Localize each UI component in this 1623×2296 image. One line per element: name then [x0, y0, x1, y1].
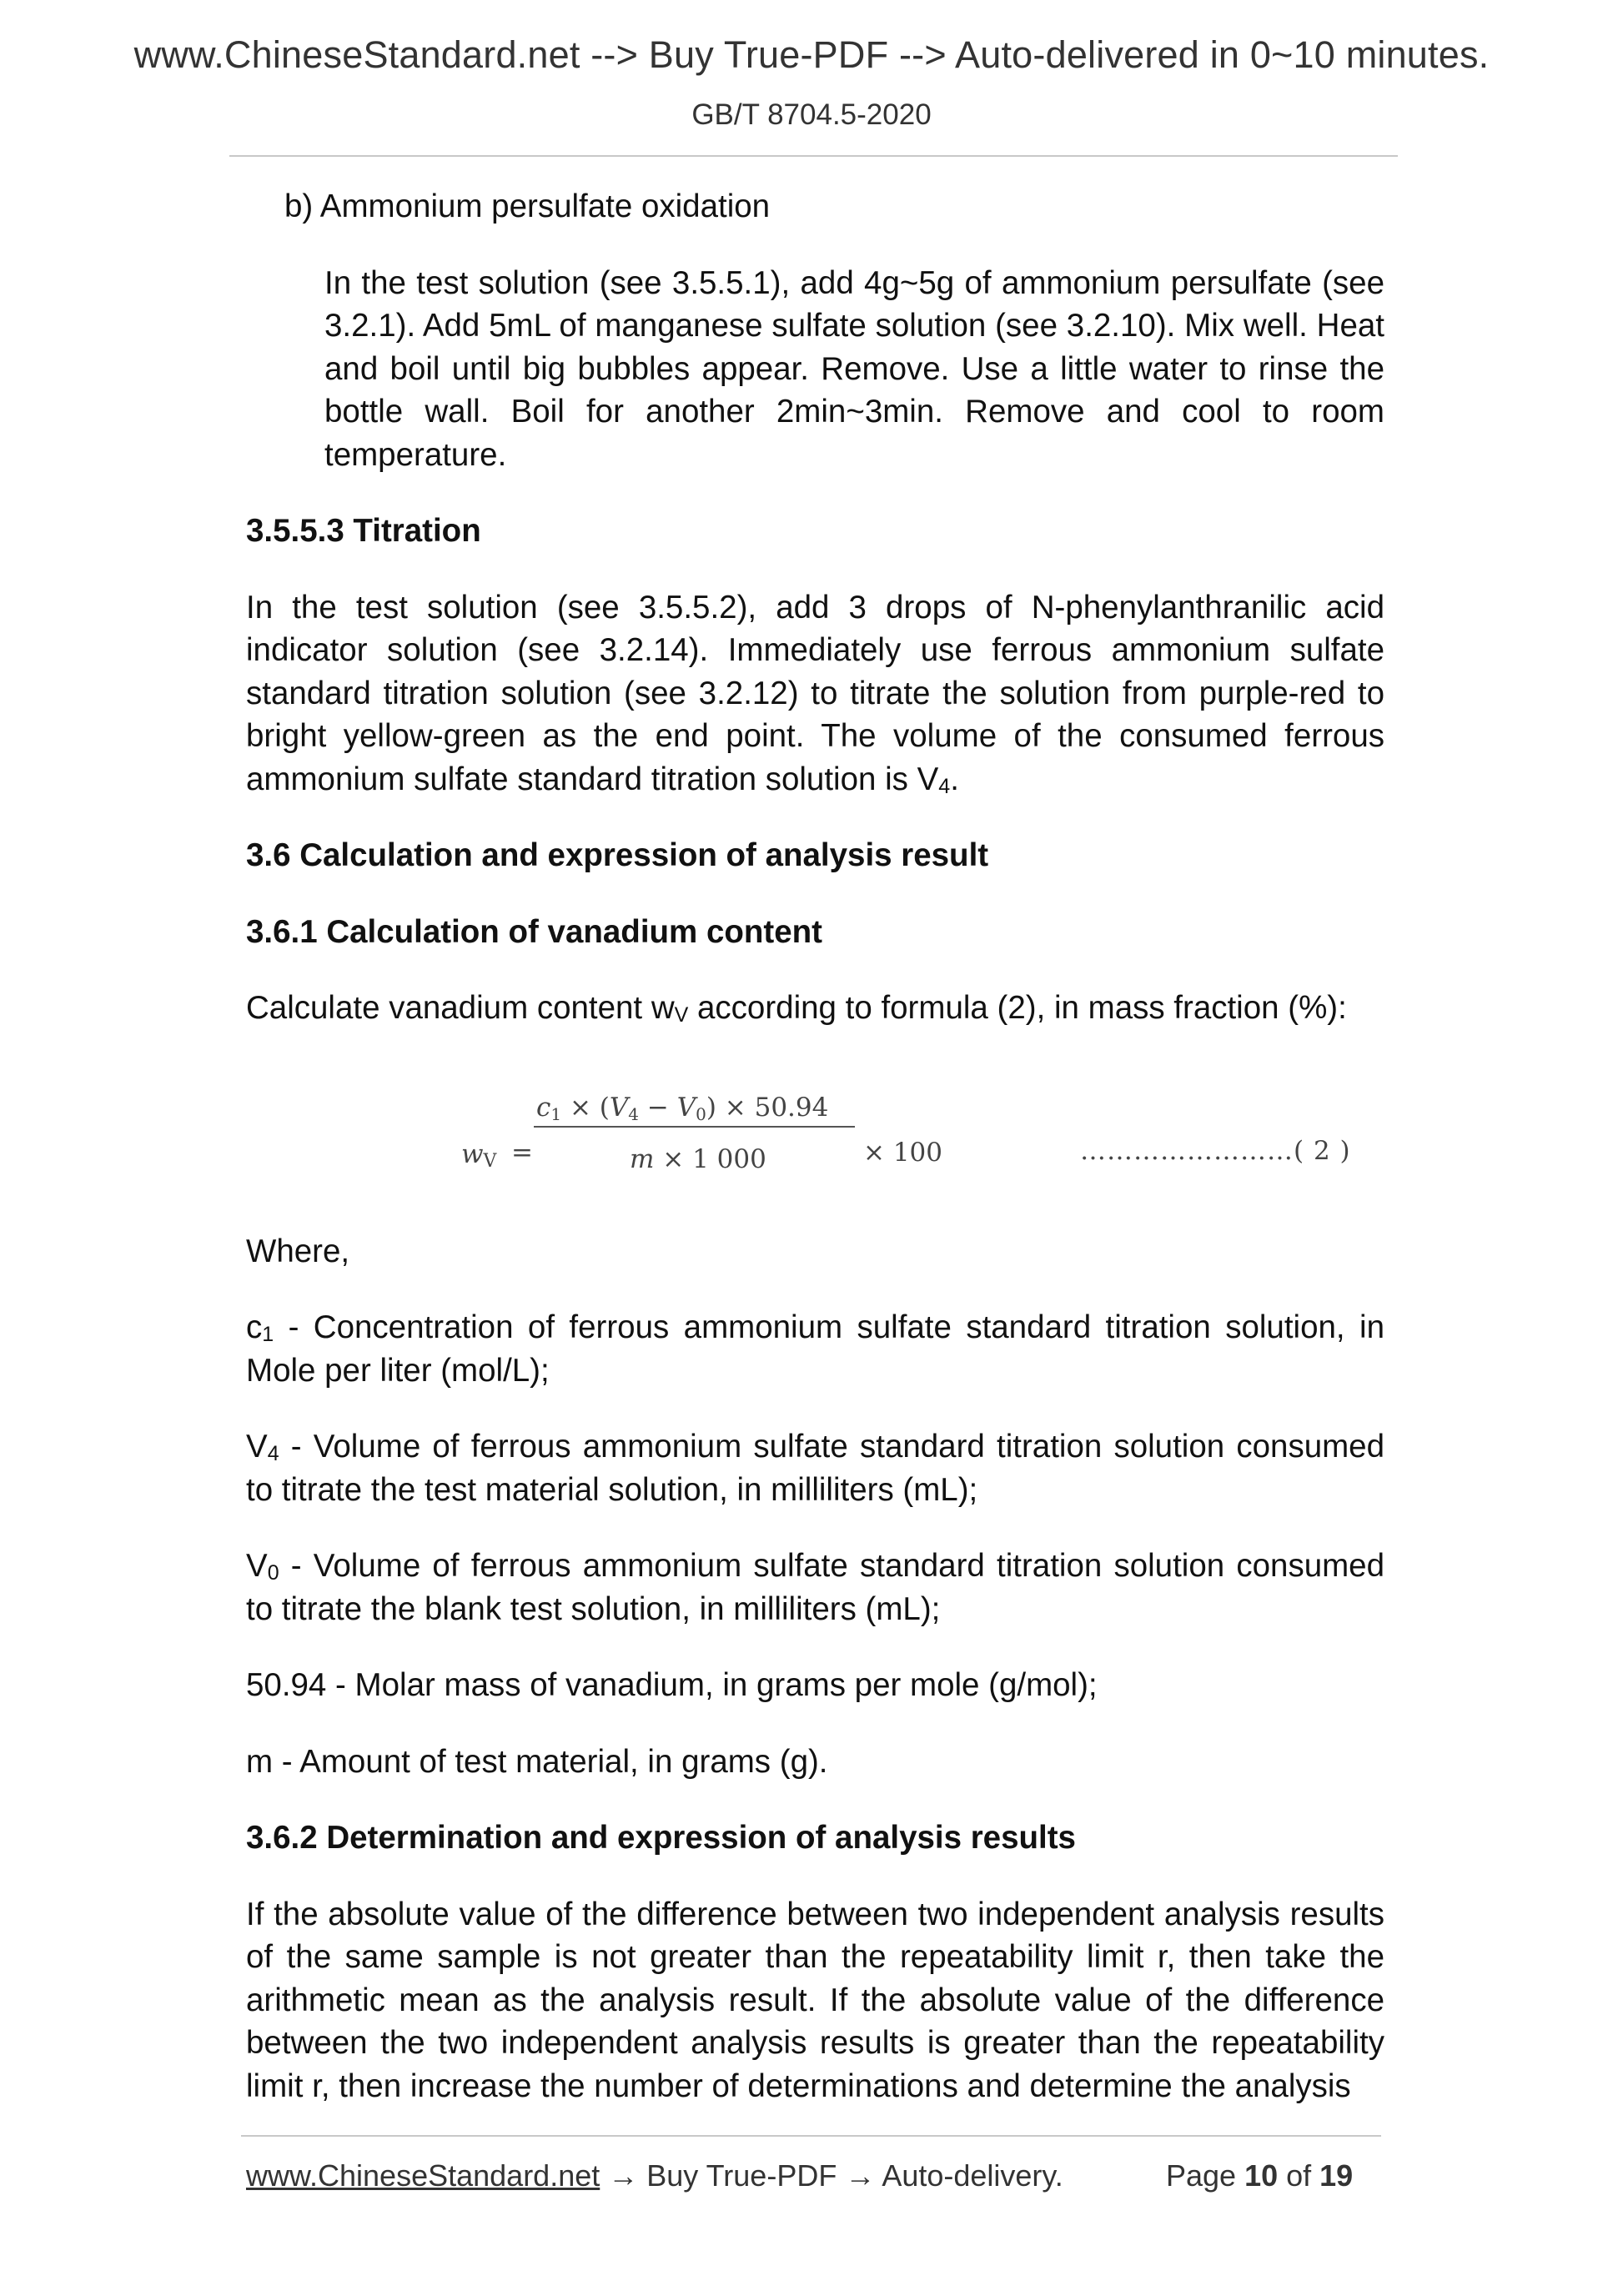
formula-times-1: × (: [561, 1092, 610, 1123]
formula-c-sub: 1: [550, 1103, 562, 1124]
where-label: Where,: [246, 1233, 350, 1269]
def-c1-sub: 1: [262, 1323, 274, 1346]
formula-den-tail: × 1 000: [654, 1143, 766, 1174]
formula-minus: −: [639, 1092, 677, 1123]
def-v4-sub: 4: [267, 1442, 279, 1465]
def-v0-text: - Volume of ferrous ammonium sulfate standard titration solution consumed to titrate the blank test solution, in milliliters (mL);: [246, 1548, 1384, 1627]
def-v4-text: - Volume of ferrous ammonium sulfate standard titration solution consumed to titrate the test material solution, in milliliters (mL);: [246, 1429, 1384, 1508]
heading-3-6-2: 3.6.2 Determination and expression of analysis results: [246, 1820, 1076, 1856]
formula-v0: V: [676, 1092, 696, 1123]
heading-3-6-1: 3.6.1 Calculation of vanadium content: [246, 913, 822, 950]
definition-molar-mass: 50.94 - Molar mass of vanadium, in grams per mole (g/mol);: [246, 1667, 1098, 1703]
formula-numerator: [536, 1087, 828, 1137]
formula-num-tail: ) × 50.94: [706, 1092, 829, 1123]
def-v0-symbol: V: [246, 1548, 268, 1584]
item-b-text: In the test solution (see 3.5.5.1), add 4g~5g of ammonium persulfate (see 3.2.1). Add 5mL of manganese sulfate solution (see 3.2.10). Mix well. Heat and boil until big bubbles appear. Remove. Use a little water to rinse the bottle wall. Boil for another 2min~3min. Remove and cool to room temperature.: [324, 264, 1384, 473]
definition-v4: [246, 1425, 1384, 1511]
definition-m: m - Amount of test material, in grams (g).: [246, 1743, 828, 1780]
heading-3-6: 3.6 Calculation and expression of analysis result: [246, 837, 989, 873]
paragraph-3-5-5-3: [246, 586, 1384, 801]
def-c1-text: - Concentration of ferrous ammonium sulfate standard titration solution, in Mole per liter (mol/L);: [246, 1309, 1384, 1389]
formula-denominator: [630, 1138, 766, 1182]
calc-intro-pre: Calculate vanadium content w: [246, 990, 675, 1026]
fraction-bar: [534, 1126, 855, 1128]
header-divider: [229, 155, 1398, 157]
formula-lhs: [461, 1133, 496, 1183]
footer-divider: [241, 2135, 1381, 2137]
paragraph-3-5-5-3-end: .: [950, 761, 959, 797]
definition-c1: [246, 1306, 1384, 1392]
page-total: 19: [1319, 2158, 1354, 2193]
footer-text: → Buy True-PDF → Auto-delivery.: [600, 2158, 1063, 2193]
formula-m: m: [630, 1143, 655, 1174]
paragraph-3-5-5-3-text: In the test solution (see 3.5.5.2), add 3 drops of N-phenylanthranilic acid indicator solution (see 3.2.14). Immediately use ferrous ammonium sulfate standard titration solution (see 3.2.12) to titrate the solution from purple-red to bright yellow-green as the end point. The volume of the consumed ferrous ammonium sulfate standard titration solution is V: [246, 589, 1384, 797]
formula-2: [246, 1080, 1384, 1197]
page-label: Page: [1166, 2158, 1245, 2193]
formula-equals: =: [511, 1137, 533, 1168]
formula-v4: V: [609, 1092, 629, 1123]
formula-number: ……………………( 2 ): [1080, 1135, 1351, 1166]
formula-v0-sub: 0: [696, 1103, 706, 1124]
page-indicator: [1166, 2158, 1353, 2193]
formula-v4-sub: 4: [628, 1103, 640, 1124]
footer-left: [246, 2158, 1063, 2193]
page-of: of: [1278, 2158, 1320, 2193]
def-v4-symbol: V: [246, 1429, 268, 1465]
wv-subscript: V: [674, 1003, 689, 1027]
site-banner: www.ChineseStandard.net --> Buy True-PDF --> Auto-delivered in 0~10 minutes.: [133, 33, 1490, 76]
formula-times-100: × 100: [863, 1137, 942, 1168]
def-c1-symbol: c: [246, 1309, 263, 1345]
paragraph-3-6-2: If the absolute value of the difference between two independent analysis results of the same sample is not greater than the repeatability limit r, then take the arithmetic mean as the analysis result. If the absolute value of the difference between the two independent analysis results is greater than the repeatability limit r, then increase the number of determinations and determine the analysis: [246, 1896, 1384, 2104]
heading-3-5-5-3: 3.5.5.3 Titration: [246, 513, 481, 549]
page-current: 10: [1244, 2158, 1279, 2193]
formula-lhs-sub: V: [483, 1150, 497, 1172]
definition-v0: [246, 1545, 1384, 1630]
formula-lhs-symbol: w: [461, 1138, 484, 1169]
calc-intro-post: according to formula (2), in mass fraction (%):: [688, 990, 1347, 1026]
document-body: [246, 185, 1384, 2108]
standard-id: GB/T 8704.5-2020: [691, 98, 932, 131]
formula-c: c: [536, 1092, 551, 1123]
def-v0-sub: 0: [267, 1561, 279, 1585]
item-b-title: b) Ammonium persulfate oxidation: [284, 188, 771, 224]
v4-subscript: 4: [938, 774, 951, 798]
calc-intro: [246, 987, 1384, 1030]
footer-site-link[interactable]: www.ChineseStandard.net: [246, 2158, 600, 2193]
